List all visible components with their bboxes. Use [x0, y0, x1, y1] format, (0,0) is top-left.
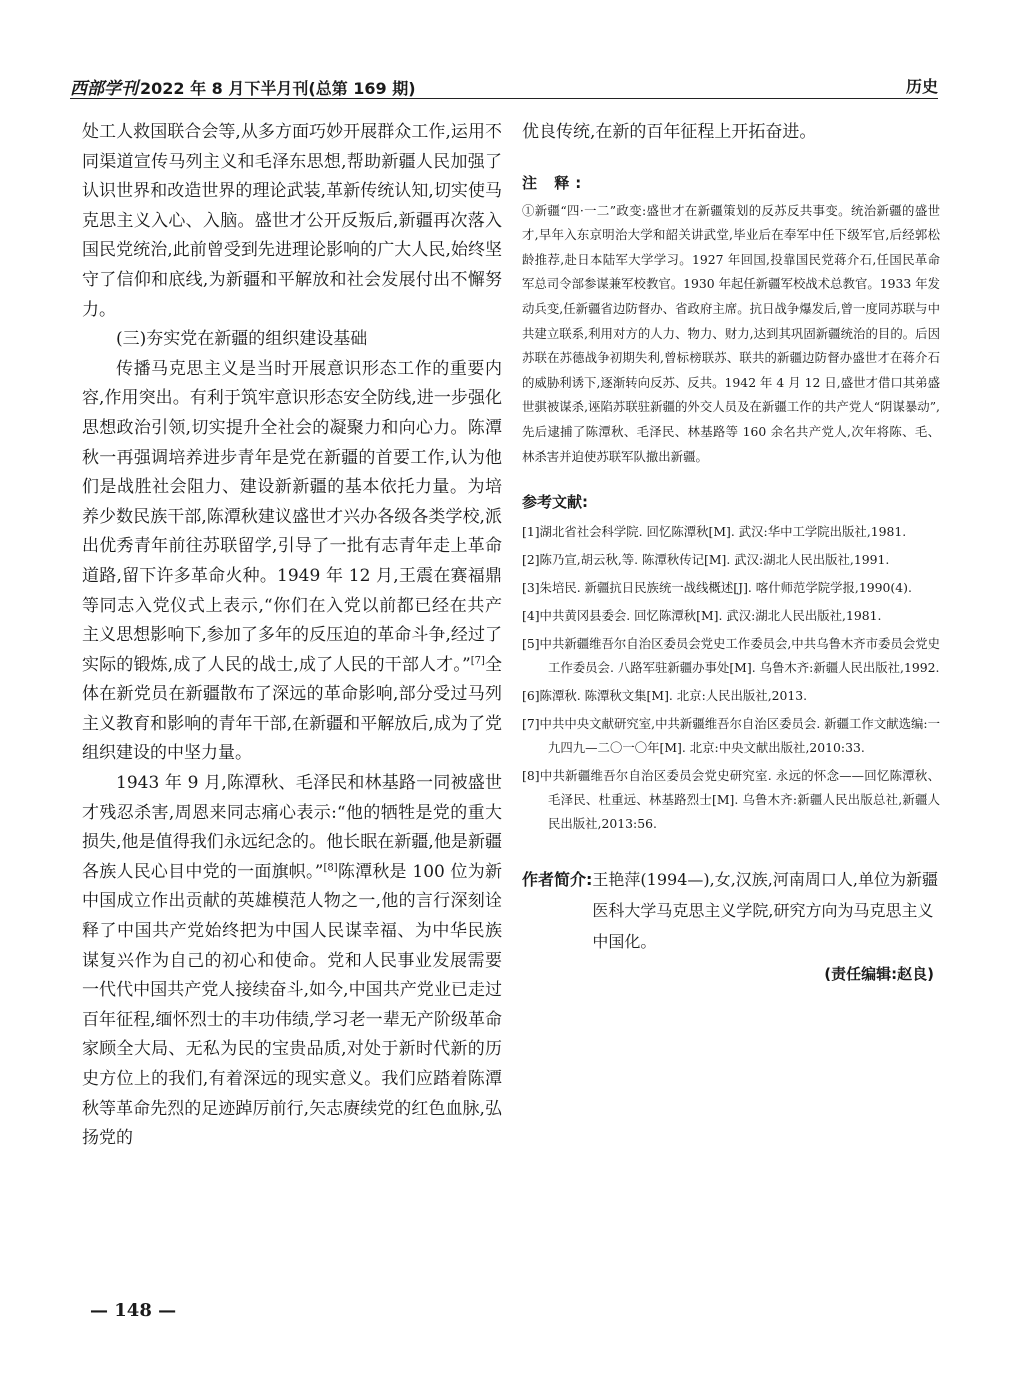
reference-item: [2]陈乃宣,胡云秋,等. 陈潭秋传记[M]. 武汉:湖北人民出版社,1991. [522, 552, 890, 568]
right-column [522, 118, 940, 990]
header-rule [70, 98, 938, 99]
body-paragraph-2 [82, 355, 502, 769]
reference-item: [3]朱培民. 新疆抗日民族统一战线概述[J]. 喀什师范学院学报,1990(4). [522, 580, 912, 596]
body-paragraph-3a: 1943 年 9 月,陈潭秋、毛泽民和林基路一同被盛世才残忍杀害,周恩来同志痛心表示:“他的牺牲是党的重大损失,他是值得我们永远纪念的。他长眠在新疆,他是新疆各族人民心目中党的一面旗帜。” [82, 773, 502, 882]
note-1: ①新疆“四·一二”政变:盛世才在新疆策划的反苏反共事变。统治新疆的盛世才,早年入东京明治大学和韶关讲武堂,毕业后在奉军中任下级军官,后经郭松龄推荐,赴日本陆军大学学习。1927 年回国,投靠国民党蒋介石,任国民革命军总司令部参谋兼军校教官。1930 年起任新疆军校战术总教官。1933 年发动兵变,任新疆省边防督办、省政府主席。抗日战争爆发后,曾一度同苏联与中共建立联系,利用对方的人力、物力、财力,达到其巩固新疆统治的目的。后因苏联在苏德战争初期失利,曾标榜联苏、联共的新疆边防督办盛世才在蒋介石的威胁利诱下,逐渐转向反苏、反共。1942 年 4 月 12 日,盛世才借口其弟盛世骐被谋杀,诬陷苏联驻新疆的外交人员及在新疆工作的共产党人“阴谋暴动”,先后逮捕了陈潭秋、毛泽民、林基路等 160 余名共产党人,次年将陈、毛、林杀害并迫使苏联军队撤出新疆。 [522, 202, 940, 464]
body-paragraph-2b: 全体在新党员在新疆散布了深远的革命影响,部分受过马列主义教育和影响的青年干部,在新疆和平解放后,成为了党组织建设的中坚力量。 [82, 654, 503, 764]
reference-item: [1]湖北省社会科学院. 回忆陈潭秋[M]. 武汉:华中工学院出版社,1981. [522, 524, 907, 540]
section-label: 历史 [905, 77, 938, 96]
citation-8: [8] [323, 862, 338, 874]
body-paragraph-2a: 传播马克思主义是当时开展意识形态工作的重要内容,作用突出。有利于筑牢意识形态安全防线,进一步强化思想政治引领,切实提升全社会的凝聚力和向心力。陈潭秋一再强调培养进步青年是党在新疆的首要工作,认为他们是战胜社会阻力、建设新新疆的基本依托力量。为培养少数民族干部,陈潭秋建议盛世才兴办各级各类学校,派出优秀青年前往苏联留学,引导了一批有志青年走上革命道路,留下许多革命火种。1949 年 12 月,王震在赛福鼎等同志入党仪式上表示,“你们在入党以前都已经在共产主义思想影响下,参加了多年的反压迫的革命斗争,经过了实际的锻炼,成了人民的战士,成了人民的干部人才。” [82, 358, 502, 675]
body-paragraph-3b: 陈潭秋是 100 位为新中国成立作出贡献的英雄模范人物之一,他的言行深刻诠释了中国共产党始终把为中国人民谋幸福、为中华民族谋复兴作为自己的初心和使命。党和人民事业发展需要一代代中国共产党人接续奋斗,如今,中国共产党业已走过百年征程,缅怀烈士的丰功伟绩,学习老一辈无产阶级革命家顾全大局、无私为民的宝贵品质,对处于新时代新的历史方位上的我们,有着深远的现实意义。我们应踏着陈潭秋等革命先烈的足迹踔厉前行,矢志赓续党的红色血脉,弘扬党的 [82, 861, 502, 1149]
body-paragraph-1: 处工人救国联合会等,从多方面巧妙开展群众工作,运用不同渠道宣传马列主义和毛泽东思想,帮助新疆人民加强了认识世界和改造世界的理论武装,革新传统认知,切实使马克思主义入心、入脑。盛世才公开反叛后,新疆再次落入国民党统治,此前曾受到先进理论影响的广大人民,始终坚守了信仰和底线,为新疆和平解放和社会发展付出不懈努力。 [82, 122, 502, 320]
author-bio [522, 864, 940, 990]
issue-info: 2022 年 8 月下半月刊(总第 169 期) [140, 79, 416, 98]
body-continuation: 优良传统,在新的百年征程上开拓奋进。 [522, 122, 817, 142]
reference-item: [8]中共新疆维吾尔自治区委员会党史研究室. 永远的怀念——回忆陈潭秋、毛泽民、杜重远、林基路烈士[M]. 乌鲁木齐:新疆人民出版总社,新疆人民出版社,2013:56. [522, 768, 940, 832]
reference-item: [5]中共新疆维吾尔自治区委员会党史工作委员会,中共乌鲁木齐市委员会党史工作委员会. 八路军驻新疆办事处[M]. 乌鲁木齐:新疆人民出版社,1992. [522, 636, 940, 676]
journal-header [70, 74, 416, 99]
reference-item: [4]中共黄冈县委会. 回忆陈潭秋[M]. 武汉:湖北人民出版社,1981. [522, 608, 882, 624]
reference-item: [6]陈潭秋. 陈潭秋文集[M]. 北京:人民出版社,2013. [522, 688, 808, 704]
page-header [70, 70, 938, 100]
references-heading: 参考文献: [522, 493, 588, 512]
reference-item: [7]中共中央文献研究室,中共新疆维吾尔自治区委员会. 新疆工作文献选编:一九四九—二〇一〇年[M]. 北京:中央文献出版社,2010:33. [522, 716, 940, 756]
notes-heading: 注 释: [522, 173, 588, 192]
author-bio-text: 王艳萍(1994—),女,汉族,河南周口人,单位为新疆医科大学马克思主义学院,研究方向为马克思主义中国化。 [592, 870, 938, 952]
left-column [82, 118, 502, 1154]
citation-7: [7] [470, 655, 485, 667]
section-heading: (三)夯实党在新疆的组织建设基础 [116, 329, 368, 350]
body-paragraph-3 [82, 769, 502, 1154]
author-bio-label: 作者简介: [522, 870, 593, 890]
responsible-editor: (责任编辑:赵良) [824, 965, 934, 984]
reference-list [522, 520, 940, 836]
journal-logo: 西部学刊 [70, 79, 138, 99]
page-number: — 148 — [90, 1300, 177, 1321]
